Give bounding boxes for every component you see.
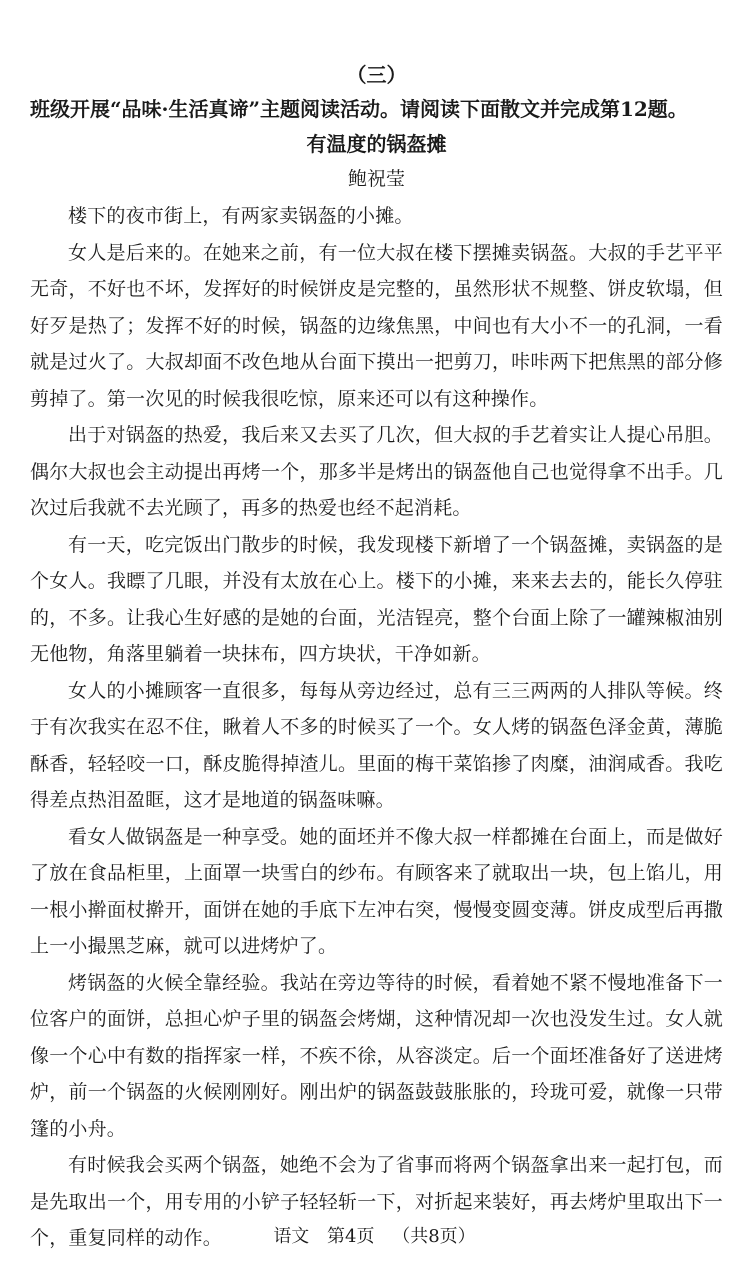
essay-paragraph: 出于对锅盔的热爱，我后来又去买了几次，但大叔的手艺着实让人提心吊胆。偶尔大叔也会主动提出再烤一个，那多半是烤出的锅盔他自己也觉得拿不出手。几次过后我就不去光顾了，再多的热爱也经不起消耗。: [30, 424, 723, 519]
section-number: （三）: [346, 63, 407, 87]
reading-instruction: 班级开展“品味·生活真谛”主题阅读活动。请阅读下面散文并完成第12题。: [30, 97, 688, 121]
essay-paragraph: 女人的小摊顾客一直很多，每每从旁边经过，总有三三两两的人排队等候。终于有次我实在忍不住，瞅着人不多的时候买了一个。女人烤的锅盔色泽金黄，薄脆酥香，轻轻咬一口，酥皮脆得掉渣儿。里面的梅干菜馅掺了肉糜，油润咸香。我吃得差点热泪盈眶，这才是地道的锅盔味嘛。: [30, 679, 723, 811]
essay-paragraph: 有时候我会买两个锅盔，她绝不会为了省事而将两个锅盔拿出来一起打包，而是先取出一个，用专用的小铲子轻轻斩一下，对折起来装好，再去烤炉里取出下一个，重复同样的动作。: [30, 1154, 723, 1249]
essay-body: [30, 198, 723, 1257]
essay-paragraph: 楼下的夜市街上，有两家卖锅盔的小摊。: [68, 205, 414, 227]
essay-author: 鲍祝莹: [347, 168, 405, 190]
essay-paragraph: 烤锅盔的火候全靠经验。我站在旁边等待的时候，看着她不紧不慢地准备下一位客户的面饼，总担心炉子里的锅盔会烤煳，这种情况却一次也没发生过。女人就像一个心中有数的指挥家一样，不疾不徐，从容淡定。后一个面坯准备好了送进烤炉，前一个锅盔的火候刚刚好。刚出炉的锅盔鼓鼓胀胀的，玲珑可爱，就像一只带篷的小舟。: [30, 971, 723, 1140]
essay-title: 有温度的锅盔摊: [306, 132, 447, 156]
essay-paragraph: 有一天，吃完饭出门散步的时候，我发现楼下新增了一个锅盔摊，卖锅盔的是个女人。我瞟了几眼，并没有太放在心上。楼下的小摊，来来去去的，能长久停驻的，不多。让我心生好感的是她的台面，光洁锃亮，整个台面上除了一罐辣椒油别无他物，角落里躺着一块抹布，四方块状，干净如新。: [30, 533, 723, 665]
essay-paragraph: 女人是后来的。在她来之前，有一位大叔在楼下摆摊卖锅盔。大叔的手艺平平无奇，不好也不坏，发挥好的时候饼皮是完整的，虽然形状不规整、饼皮软塌，但好歹是热了；发挥不好的时候，锅盔的边缘焦黑，中间也有大小不一的孔洞，一看就是过火了。大叔却面不改色地从台面下摸出一把剪刀，咔咔两下把焦黑的部分修剪掉了。第一次见的时候我很吃惊，原来还可以有这种操作。: [30, 241, 723, 410]
page-footer: [0, 1222, 749, 1252]
footer-page-number: 第4页: [327, 1226, 375, 1247]
essay-paragraph: 看女人做锅盔是一种享受。她的面坯并不像大叔一样都摊在台面上，而是做好了放在食品柜里，上面罩一块雪白的纱布。有顾客来了就取出一块，包上馅儿，用一根小擀面杖擀开，面饼在她的手底下左冲右突，慢慢变圆变薄。饼皮成型后再撒上一小撮黑芝麻，就可以进烤炉了。: [30, 825, 723, 957]
footer-total-pages: （共8页）: [392, 1226, 476, 1247]
footer-subject: 语文: [273, 1226, 310, 1247]
